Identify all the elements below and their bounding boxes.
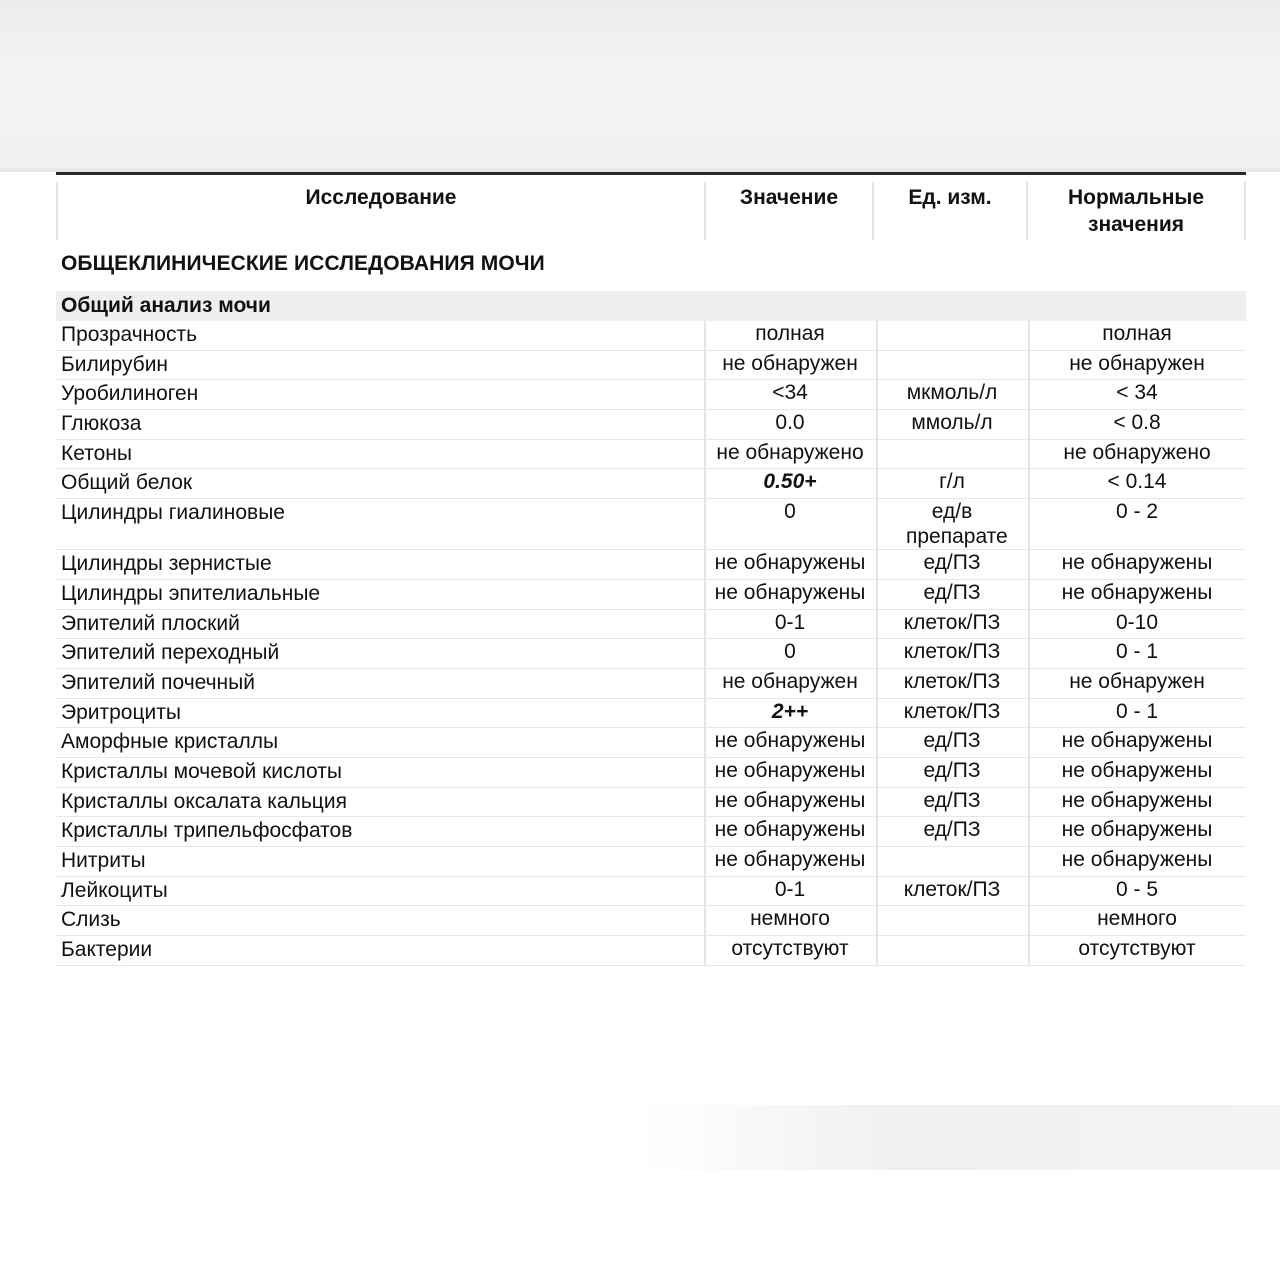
result-normal-range: < 0.8 [1113, 411, 1161, 435]
table-row [56, 550, 1246, 580]
section-title: ОБЩЕКЛИНИЧЕСКИЕ ИССЛЕДОВАНИЯ МОЧИ [61, 252, 545, 275]
result-unit: ед/ПЗ [923, 580, 981, 604]
header-value: Значение [704, 182, 872, 240]
column-divider [876, 321, 878, 966]
result-value: не обнаружены [714, 788, 866, 812]
header-study: Исследование [56, 182, 704, 240]
result-value: не обнаружен [722, 669, 858, 693]
result-name: Кристаллы оксалата кальция [61, 789, 347, 813]
table-row [56, 440, 1246, 470]
result-unit: клеток/ПЗ [903, 699, 1001, 723]
result-name: Эритроциты [61, 700, 181, 724]
result-value: 0-1 [774, 877, 806, 901]
table-row [56, 610, 1246, 640]
result-unit: ммоль/л [911, 411, 993, 435]
result-unit: клеток/ПЗ [903, 610, 1001, 634]
result-name: Кристаллы трипельфосфатов [61, 819, 353, 843]
result-normal-range: 0 - 1 [1115, 640, 1159, 664]
result-unit: клеток/ПЗ [903, 669, 1001, 693]
result-normal-range: 0 - 1 [1115, 699, 1159, 723]
table-row [56, 847, 1246, 877]
result-name: Аморфные кристаллы [61, 730, 279, 754]
result-value: отсутствуют [731, 937, 849, 961]
result-name: Уробилиноген [61, 382, 199, 406]
result-value: 0 [784, 640, 796, 664]
result-name: Кристаллы мочевой кислоты [61, 759, 342, 783]
table-row [56, 669, 1246, 699]
header-unit: Ед. изм. [872, 182, 1026, 240]
table-row [56, 639, 1246, 669]
result-value: не обнаружен [722, 351, 858, 375]
table-row [56, 351, 1246, 381]
result-name: Кетоны [61, 441, 132, 465]
table-row [56, 321, 1246, 351]
result-unit: ед/ПЗ [923, 818, 981, 842]
result-unit: клеток/ПЗ [903, 877, 1001, 901]
result-value: <34 [772, 381, 808, 405]
result-value: 2++ [771, 699, 809, 723]
result-unit: ед/ПЗ [923, 551, 981, 575]
result-value: не обнаружены [714, 848, 866, 871]
result-value: не обнаружены [714, 818, 866, 842]
column-divider [1028, 321, 1030, 966]
result-name: Общий белок [61, 471, 193, 495]
result-unit: клеток/ПЗ [903, 640, 1001, 664]
result-normal-range: не обнаружено [1063, 440, 1211, 464]
result-name: Цилиндры гиалиновые [61, 501, 285, 525]
table-row [56, 877, 1246, 907]
result-normal-range: не обнаружены [1061, 580, 1213, 604]
result-normal-range: немного [1097, 907, 1177, 931]
result-normal-range: отсутствуют [1078, 937, 1196, 961]
result-name: Лейкоциты [61, 878, 168, 902]
table-row [56, 758, 1246, 788]
table-header [56, 182, 1246, 240]
result-value: не обнаружены [714, 758, 866, 782]
result-normal-range: 0-10 [1115, 610, 1159, 634]
result-unit: ед/ПЗ [923, 788, 981, 812]
header-normal [1026, 182, 1246, 240]
result-normal-range: не обнаружен [1069, 669, 1205, 693]
result-value: не обнаружены [714, 551, 866, 575]
result-value: 0.0 [775, 411, 805, 435]
result-value: не обнаружены [714, 729, 866, 753]
group-title: Общий анализ мочи [56, 291, 1246, 321]
result-normal-range: 0 - 5 [1115, 877, 1159, 901]
table-row [56, 469, 1246, 499]
result-normal-range: полная [1102, 322, 1172, 345]
column-divider [704, 321, 706, 966]
result-normal-range: 0 - 2 [1115, 500, 1159, 524]
table-row [56, 817, 1246, 847]
table-row [56, 728, 1246, 758]
result-normal-range: < 0.14 [1107, 470, 1167, 494]
result-name: Нитриты [61, 849, 146, 872]
result-name: Эпителий плоский [61, 611, 240, 635]
results-table-body [56, 321, 1246, 966]
result-value: 0 [784, 500, 796, 524]
result-unit: г/л [939, 470, 965, 494]
result-name: Эпителий почечный [61, 670, 255, 694]
result-name: Слизь [61, 908, 121, 932]
result-unit: ед/ПЗ [923, 758, 981, 782]
result-normal-range: не обнаружены [1061, 848, 1213, 871]
blurred-bottom-area [640, 1105, 1280, 1170]
result-name: Цилиндры зернистые [61, 552, 272, 576]
result-name: Прозрачность [61, 323, 198, 346]
blurred-top-area [0, 0, 1280, 172]
result-unit: ед/ПЗ [923, 729, 981, 753]
table-row [56, 499, 1246, 550]
result-name: Цилиндры эпителиальные [61, 581, 321, 605]
table-row [56, 699, 1246, 729]
result-unit: ед/в препарате [906, 500, 1008, 549]
result-value: немного [750, 907, 830, 931]
result-value: 0-1 [774, 610, 806, 634]
result-normal-range: < 34 [1116, 381, 1158, 405]
result-normal-range: не обнаружены [1061, 551, 1213, 575]
result-value: не обнаружено [716, 440, 864, 464]
result-normal-range: не обнаружен [1069, 351, 1205, 375]
header-normal-label: Нормальные значения [1067, 186, 1205, 236]
result-normal-range: не обнаружены [1061, 758, 1213, 782]
table-top-border [56, 172, 1246, 175]
result-name: Бактерии [61, 938, 153, 962]
table-row [56, 410, 1246, 440]
result-value: 0.50+ [763, 470, 817, 494]
table-row [56, 380, 1246, 410]
result-name: Эпителий переходный [61, 641, 280, 665]
table-row [56, 580, 1246, 610]
result-unit: мкмоль/л [906, 381, 998, 405]
result-name: Билирубин [61, 352, 169, 376]
result-name: Глюкоза [61, 412, 142, 436]
table-row [56, 936, 1246, 966]
result-value: полная [755, 322, 825, 345]
result-normal-range: не обнаружены [1061, 729, 1213, 753]
result-normal-range: не обнаружены [1061, 788, 1213, 812]
result-value: не обнаружены [714, 580, 866, 604]
table-row [56, 788, 1246, 818]
result-normal-range: не обнаружены [1061, 818, 1213, 842]
table-row [56, 906, 1246, 936]
